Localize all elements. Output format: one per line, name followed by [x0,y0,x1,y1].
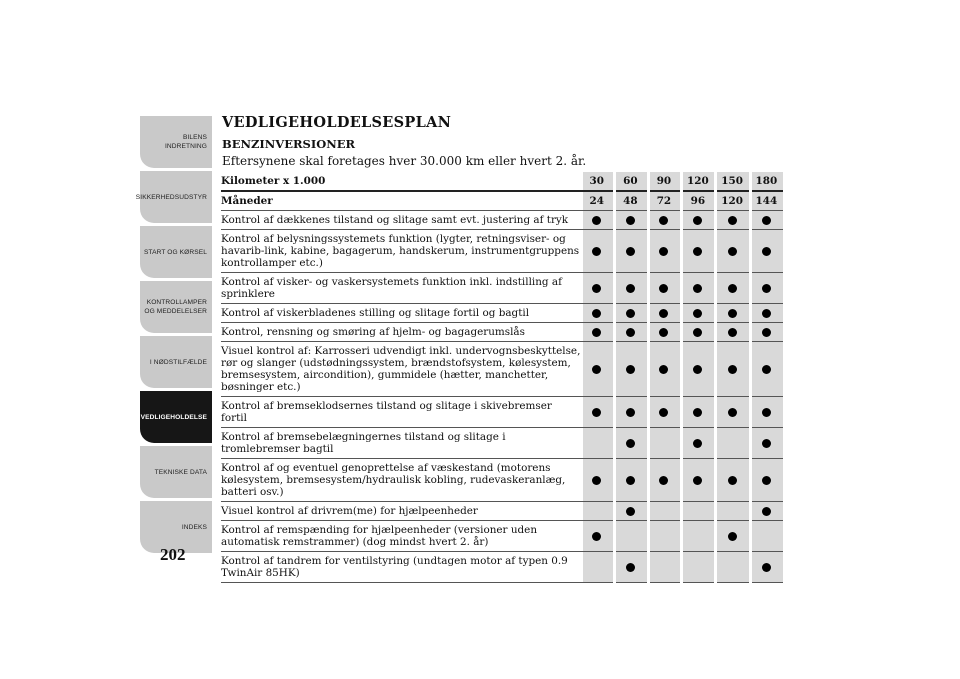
check-dot-icon [659,476,668,485]
interval-cell [716,342,750,397]
interval-cell [750,304,783,323]
interval-cell [583,342,615,397]
interval-cell [648,211,682,230]
table-row [221,211,783,230]
table-row [221,323,783,342]
interval-cell [750,428,783,459]
check-dot-icon [762,216,771,225]
check-dot-icon [762,365,771,374]
check-dot-icon [626,563,635,572]
interval-cell [682,273,716,304]
interval-cell [648,428,682,459]
month-value: 144 [750,191,783,211]
interval-cell [583,397,615,428]
month-value: 96 [682,191,716,211]
interval-cell [682,397,716,428]
check-dot-icon [592,532,601,541]
check-dot-icon [728,309,737,318]
interval-cell [648,323,682,342]
check-dot-icon [693,309,702,318]
sidebar-tab[interactable]: I NØDSTILFÆLDE [140,336,212,388]
month-value: 72 [648,191,682,211]
interval-cell [648,230,682,273]
interval-cell [615,552,649,583]
check-dot-icon [659,247,668,256]
interval-cell [648,397,682,428]
interval-cell [615,304,649,323]
page-number: 202 [160,545,186,564]
check-dot-icon [592,284,601,293]
intro-text: Eftersynene skal foretages hver 30.000 km eller hvert 2. år. [222,154,587,168]
table-row [221,502,783,521]
month-value: 120 [716,191,750,211]
check-dot-icon [728,476,737,485]
interval-cell [648,459,682,502]
check-dot-icon [592,309,601,318]
check-dot-icon [592,408,601,417]
sidebar-tab[interactable]: START OG KØRSEL [140,226,212,278]
interval-cell [648,304,682,323]
sidebar-tab[interactable]: BILENS INDRETNING [140,116,212,168]
table-row [221,521,783,552]
table-row [221,273,783,304]
interval-cell [583,211,615,230]
chapter-sidebar [135,116,212,556]
check-dot-icon [762,476,771,485]
sidebar-tab[interactable]: INDEKS [140,501,212,553]
interval-cell [750,230,783,273]
check-dot-icon [626,328,635,337]
interval-cell [682,230,716,273]
km-value: 60 [615,172,649,191]
interval-cell [648,273,682,304]
sidebar-tab[interactable]: TEKNISKE DATA [140,446,212,498]
check-dot-icon [626,439,635,448]
check-dot-icon [693,408,702,417]
check-dot-icon [693,247,702,256]
check-dot-icon [592,365,601,374]
interval-cell [615,428,649,459]
check-dot-icon [626,247,635,256]
check-dot-icon [626,408,635,417]
month-value: 24 [583,191,615,211]
check-dot-icon [592,247,601,256]
interval-cell [615,502,649,521]
check-dot-icon [693,439,702,448]
table-row [221,428,783,459]
check-dot-icon [592,216,601,225]
interval-cell [615,323,649,342]
interval-cell [716,304,750,323]
check-dot-icon [693,284,702,293]
check-dot-icon [659,328,668,337]
interval-cell [583,521,615,552]
check-description: Kontrol, rensning og smøring af hjelm- og bagagerumslås [221,323,583,342]
interval-cell [583,273,615,304]
table-row [221,342,783,397]
km-value: 150 [716,172,750,191]
km-value: 120 [682,172,716,191]
check-dot-icon [762,408,771,417]
check-dot-icon [626,309,635,318]
check-description: Kontrol af og eventuel genoprettelse af væskestand (motorens kølesystem, bremsesystem/hydraulisk kobling, rudevaskeranlæg, batteri osv.) [221,459,583,502]
month-label: Måneder [221,191,583,211]
interval-cell [750,502,783,521]
interval-cell [583,230,615,273]
check-dot-icon [728,216,737,225]
interval-cell [716,459,750,502]
km-label: Kilometer x 1.000 [221,172,583,191]
interval-cell [750,552,783,583]
check-dot-icon [659,365,668,374]
check-description: Kontrol af remspænding for hjælpeenheder (versioner uden automatisk remstrammer) (dog mindst hvert 2. år) [221,521,583,552]
table-row [221,304,783,323]
interval-cell [716,211,750,230]
check-description: Kontrol af dækkenes tilstand og slitage samt evt. justering af tryk [221,211,583,230]
interval-cell [716,230,750,273]
maintenance-table [221,172,783,583]
interval-cell [750,323,783,342]
km-value: 90 [648,172,682,191]
interval-cell [648,502,682,521]
check-dot-icon [762,439,771,448]
interval-cell [750,211,783,230]
interval-cell [583,502,615,521]
sidebar-tab[interactable]: KONTROLLAMPER OG MEDDELELSER [140,281,212,333]
month-header-row [221,191,783,211]
check-dot-icon [592,476,601,485]
check-dot-icon [762,563,771,572]
interval-cell [716,502,750,521]
check-dot-icon [592,328,601,337]
interval-cell [716,397,750,428]
check-dot-icon [659,309,668,318]
interval-cell [682,323,716,342]
check-dot-icon [762,309,771,318]
interval-cell [615,342,649,397]
interval-cell [716,521,750,552]
interval-cell [615,397,649,428]
interval-cell [615,230,649,273]
interval-cell [682,304,716,323]
check-description: Kontrol af visker- og vaskersystemets funktion inkl. indstilling af sprinklere [221,273,583,304]
km-header-row [221,172,783,191]
page-title: VEDLIGEHOLDELSESPLAN [222,114,452,131]
check-dot-icon [762,507,771,516]
interval-cell [716,428,750,459]
interval-cell [682,552,716,583]
interval-cell [750,521,783,552]
check-description: Kontrol af bremsebelægningernes tilstand og slitage i tromlebremser bagtil [221,428,583,459]
month-value: 48 [615,191,649,211]
table-row [221,459,783,502]
check-dot-icon [728,284,737,293]
interval-cell [615,521,649,552]
sidebar-tab[interactable]: VEDLIGEHOLDELSE [140,391,212,443]
km-value: 180 [750,172,783,191]
check-description: Kontrol af viskerbladenes stilling og slitage fortil og bagtil [221,304,583,323]
check-description: Kontrol af tandrem for ventilstyring (undtagen motor af typen 0.9 TwinAir 85HK) [221,552,583,583]
sidebar-tab[interactable]: SIKKERHEDSUDSTYR [140,171,212,223]
check-dot-icon [693,365,702,374]
check-dot-icon [626,284,635,293]
interval-cell [682,521,716,552]
check-description: Kontrol af bremseklodsernes tilstand og slitage i skivebremser fortil [221,397,583,428]
interval-cell [682,342,716,397]
check-dot-icon [693,328,702,337]
check-dot-icon [693,476,702,485]
check-dot-icon [659,408,668,417]
check-dot-icon [728,365,737,374]
check-dot-icon [659,216,668,225]
check-dot-icon [728,328,737,337]
check-dot-icon [659,284,668,293]
table-row [221,230,783,273]
check-description: Kontrol af belysningssystemets funktion (lygter, retningsviser- og havarib-link, kabine, bagagerum, handskerum, instrumentgruppens kontrollamper etc.) [221,230,583,273]
interval-cell [682,211,716,230]
interval-cell [750,397,783,428]
interval-cell [648,342,682,397]
section-subtitle: BENZINVERSIONER [222,137,356,151]
interval-cell [583,428,615,459]
check-description: Visuel kontrol af drivrem(me) for hjælpeenheder [221,502,583,521]
interval-cell [615,211,649,230]
interval-cell [648,521,682,552]
check-dot-icon [626,216,635,225]
interval-cell [583,304,615,323]
interval-cell [615,273,649,304]
check-dot-icon [728,247,737,256]
interval-cell [682,502,716,521]
interval-cell [682,428,716,459]
check-dot-icon [626,476,635,485]
interval-cell [750,459,783,502]
interval-cell [583,552,615,583]
interval-cell [583,323,615,342]
check-dot-icon [728,408,737,417]
interval-cell [648,552,682,583]
interval-cell [750,273,783,304]
interval-cell [716,323,750,342]
check-dot-icon [762,328,771,337]
check-dot-icon [693,216,702,225]
km-value: 30 [583,172,615,191]
interval-cell [682,459,716,502]
interval-cell [750,342,783,397]
table-row [221,397,783,428]
check-description: Visuel kontrol af: Karrosseri udvendigt inkl. undervognsbeskyttelse, rør og slanger (udstødningssystem, brændstofsystem, kølesystem, bremsesystem, aircondition), gummidele (hætter, manchetter, bøsninger etc.) [221,342,583,397]
check-dot-icon [762,284,771,293]
check-dot-icon [762,247,771,256]
interval-cell [716,273,750,304]
table-row [221,552,783,583]
interval-cell [615,459,649,502]
check-dot-icon [626,507,635,516]
interval-cell [716,552,750,583]
check-dot-icon [626,365,635,374]
check-dot-icon [728,532,737,541]
interval-cell [583,459,615,502]
